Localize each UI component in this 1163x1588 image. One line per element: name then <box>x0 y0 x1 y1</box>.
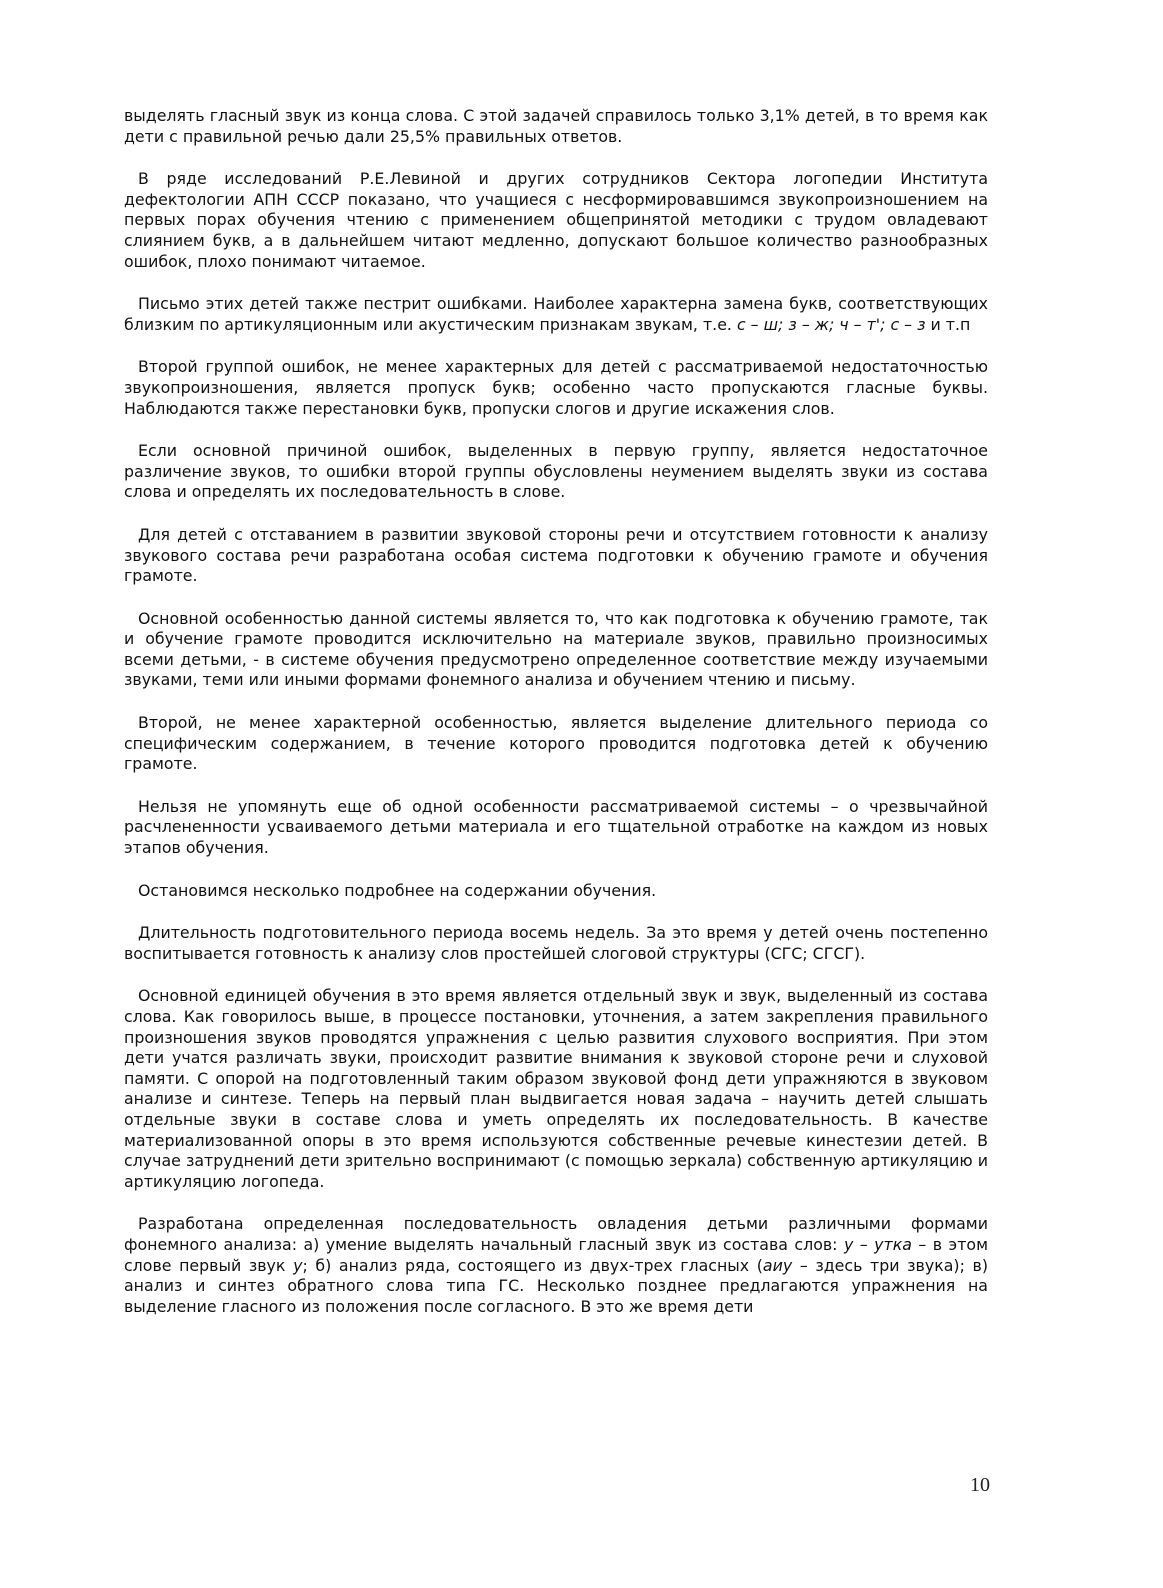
italic-letter-pairs: с – ш; з – ж; ч – т'; с – з <box>736 314 926 334</box>
paragraph-9: Нельзя не упомянуть еще об одной особенности рассматриваемой системы – о чрезвычайной расчлененности усваиваемого детьми материала и его тщательной отработке на каждом из новых этапов обучения. <box>124 796 988 858</box>
italic-example-sound: у <box>293 1255 303 1275</box>
paragraph-10: Остановимся несколько подробнее на содержании обучения. <box>138 880 657 900</box>
paragraph-6: Для детей с отставанием в развитии звуковой стороны речи и отсутствием готовности к анализу звукового состава речи разработана особая система подготовки к обучению грамоте и обучения грамоте. <box>124 524 988 586</box>
page-number: 10 <box>970 1474 990 1496</box>
paragraph-13: Разработана определенная последовательность овладения детьми различными формами фонемного анализа: а) умение выделять начальный гласный звук из состава слов: у – утка – в этом слове первый звук у; б) анализ ряда, состоящего из двух-трех гласных (аиу – здесь три звука); в) анализ и синтез обратного слова типа ГС. Несколько позднее предлагаются упражнения на выделение гласного из положения после согласного. В это же время дети <box>124 1214 989 1316</box>
paragraph-4: Второй группой ошибок, не менее характерных для детей с рассматриваемой недостаточностью звукопроизношения, является пропуск букв; особенно часто пропускаются гласные буквы. Наблюдаются также перестановки букв, пропуски слогов и другие искажения слов. <box>124 357 988 418</box>
paragraph-3: Письмо этих детей также пестрит ошибками. Наиболее характерна замена букв, соответствующих близким по артикуляционным или акустическим признакам звукам, т.е. с – ш; з – ж; ч – т'; с – з и т.п <box>124 294 988 334</box>
paragraph-2: В ряде исследований Р.Е.Левиной и других сотрудников Сектора логопедии Института дефектологии АПН СССР показано, что учащиеся с несформировавшимся звукопроизношением на первых порах обучения чтению с применением общепринятой методики с трудом овладевают слиянием букв, а в дальнейшем читают медленно, допускают большое количество разнообразных ошибок, плохо понимают читаемое. <box>124 169 988 271</box>
paragraph-7: Основной особенностью данной системы является то, что как подготовка к обучению грамоте, так и обучение грамоте проводится исключительно на материале звуков, правильно произносимых всеми детьми, - в системе обучения предусмотрено определенное соответствие между изучаемыми звуками, теми или иными формами фонемного анализа и обучением чтению и письму. <box>124 608 988 690</box>
paragraph-12: Основной единицей обучения в это время является отдельный звук и звук, выделенный из состава слова. Как говорилось выше, в процессе постановки, уточнения, а затем закрепления правильного произношения звуков проводятся упражнения с целью развития слухового восприятия. При этом дети учатся различать звуки, происходит развитие внимания к звуковой стороне речи и слуховой памяти. С опорой на подготовленный таким образом звуковой фонд дети упражняются в звуковом анализе и синтезе. Теперь на первый план выдвигается новая задача – научить детей слышать отдельные звуки в составе слова и уметь определять их последовательность. В качестве материализованной опоры в это время используются собственные речевые кинестезии детей. В случае затруднений дети зрительно воспринимают (с помощью зеркала) собственную артикуляцию и артикуляцию логопеда. <box>124 986 988 1191</box>
paragraph-5: Если основной причиной ошибок, выделенных в первую группу, является недостаточное различение звуков, то ошибки второй группы обусловлены неумением выделять звуки из состава слова и определять их последовательность в слове. <box>124 441 988 502</box>
paragraph-8: Второй, не менее характерной особенностью, является выделение длительного периода со специфическим содержанием, в течение которого проводится подготовка детей к обучению грамоте. <box>124 713 988 774</box>
paragraph-11: Длительность подготовительного периода восемь недель. За это время у детей очень постепенно воспитывается готовность к анализу слов простейшей слоговой структуры (СГС; СГСГ). <box>124 923 988 963</box>
italic-example-word: у – утка <box>843 1234 912 1254</box>
paragraph-1: выделять гласный звук из конца слова. С этой задачей справилось только 3,1% детей, в то время как дети с правильной речью дали 25,5% правильных ответов. <box>124 106 988 146</box>
italic-vowel-series: аиу <box>762 1255 793 1275</box>
page-body <box>124 106 988 1317</box>
